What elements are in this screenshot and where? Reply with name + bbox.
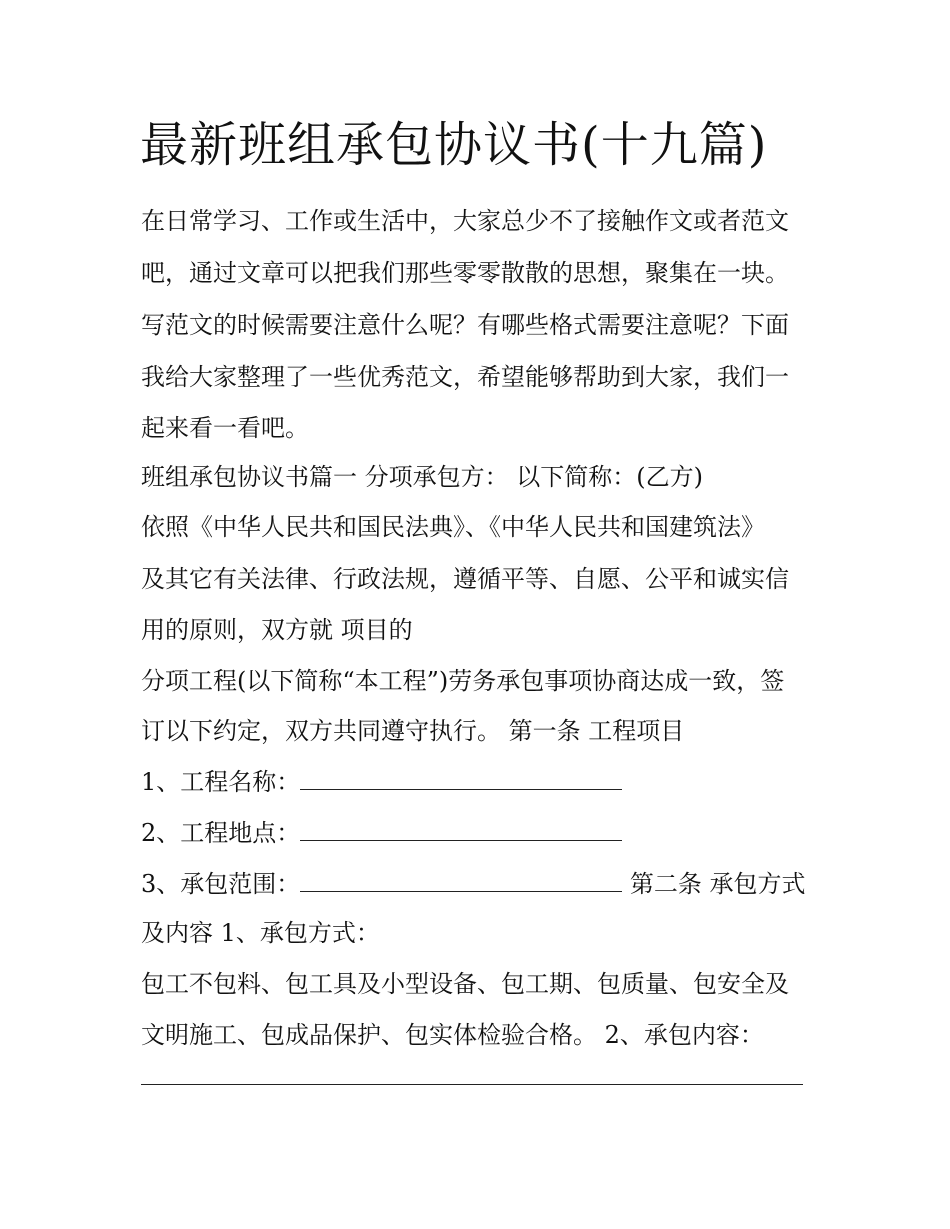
contract-content-blank — [141, 1084, 803, 1085]
project-name-blank — [300, 767, 622, 790]
article-two-heading: 第二条 承包方式 — [622, 870, 806, 898]
field-project-name — [141, 764, 622, 800]
method-line-3: 文明施工、包成品保护、包实体检验合格。 2、承包内容： — [141, 1021, 764, 1049]
intro-line-2: 吧，通过文章可以把我们那些零零散散的思想，聚集在一块。 — [141, 259, 789, 287]
field-contract-scope — [141, 866, 806, 902]
intro-line-3: 写范文的时候需要注意什么呢？有哪些格式需要注意呢？下面 — [141, 311, 789, 339]
field-project-name-label: 1、工程名称： — [141, 768, 301, 796]
body-line-1: 依照《中华人民共和国民法典》、《中华人民共和国建筑法》 — [141, 513, 765, 541]
method-line-2: 包工不包料、包工具及小型设备、包工期、包质量、包安全及 — [141, 970, 789, 998]
intro-line-5: 起来看一看吧。 — [141, 414, 309, 442]
intro-line-1: 在日常学习、工作或生活中，大家总少不了接触作文或者范文 — [141, 207, 789, 235]
body-line-5: 订以下约定，双方共同遵守执行。 第一条 工程项目 — [141, 717, 685, 745]
document-title: 最新班组承包协议书(十九篇) — [140, 117, 768, 173]
field-project-location — [141, 815, 622, 851]
body-line-4: 分项工程(以下简称“本工程”)劳务承包事项协商达成一致，签 — [141, 667, 785, 695]
field-project-location-label: 2、工程地点： — [141, 819, 301, 847]
body-line-2: 及其它有关法律、行政法规，遵循平等、自愿、公平和诚实信 — [141, 565, 789, 593]
field-contract-scope-label: 3、承包范围： — [141, 870, 301, 898]
body-line-3: 用的原则，双方就 项目的 — [141, 616, 413, 644]
contract-scope-blank — [300, 869, 622, 892]
method-line-1: 及内容 1、承包方式： — [141, 919, 380, 947]
intro-line-4: 我给大家整理了一些优秀范文，希望能够帮助到大家，我们一 — [141, 363, 789, 391]
project-location-blank — [300, 818, 622, 841]
section-heading: 班组承包协议书篇一 分项承包方： 以下简称：(乙方) — [141, 463, 703, 491]
